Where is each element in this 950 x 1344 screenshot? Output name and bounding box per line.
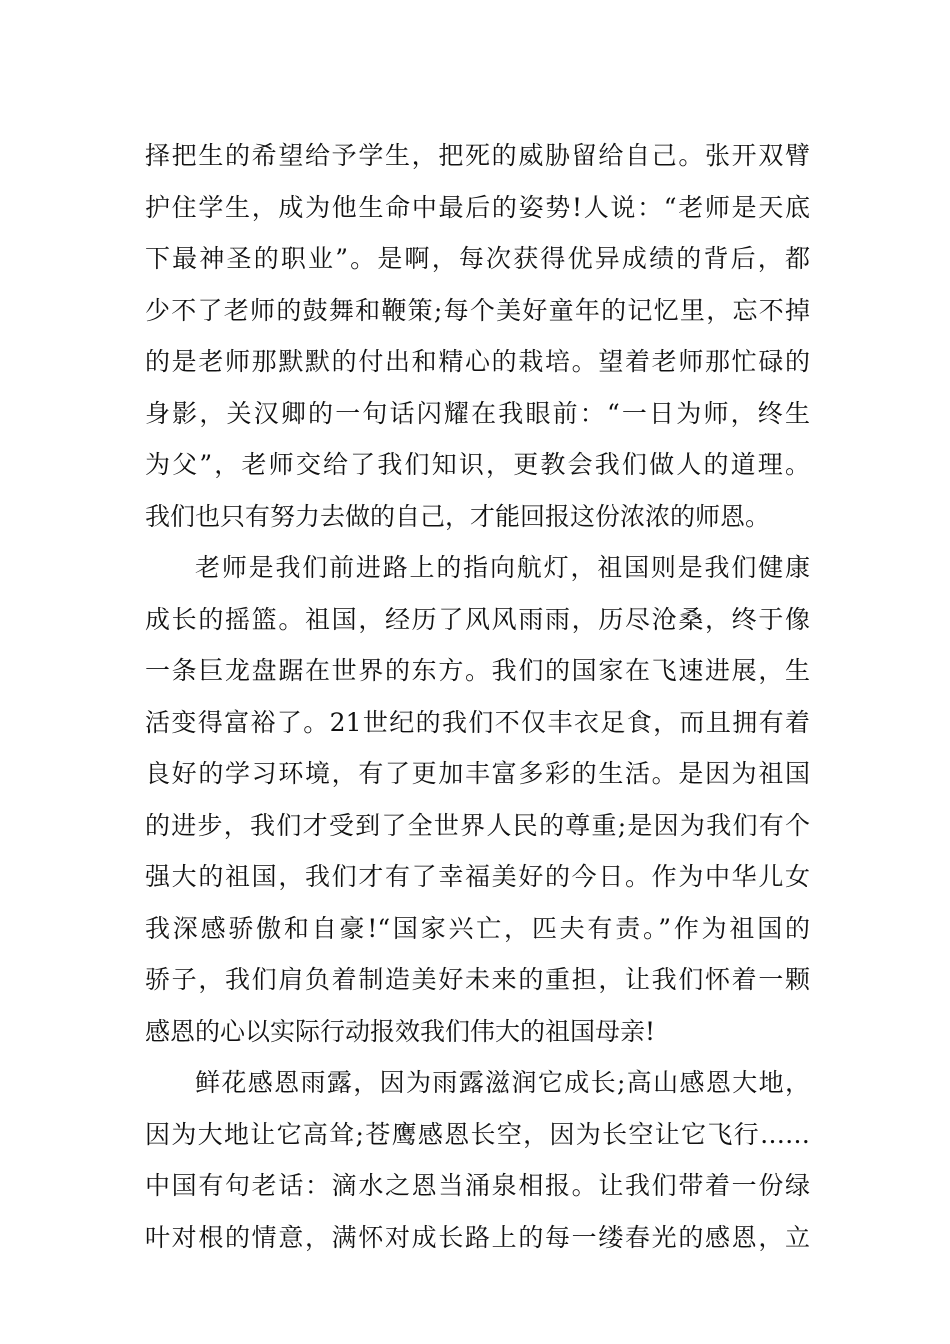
body-text bbox=[145, 130, 810, 1263]
text-line: 的进步，我们才受到了全世界人民的尊重;是因为我们有个 bbox=[145, 810, 810, 840]
text-line: 骄子，我们肩负着制造美好未来的重担，让我们怀着一颗 bbox=[145, 965, 810, 994]
text-line: 我们也只有努力去做的自己，才能回报这份浓浓的师恩。 bbox=[145, 501, 771, 531]
text-line: 老师是我们前进路上的指向航灯，祖国则是我们健康 bbox=[195, 553, 810, 582]
text-line: 择把生的希望给予学生，把死的威胁留给自己。张开双臂 bbox=[145, 141, 810, 170]
text-line: 一条巨龙盘踞在世界的东方。我们的国家在飞速进展，生 bbox=[145, 656, 810, 685]
text-line: 因为大地让它高耸;苍鹰感恩长空，因为长空让它飞行…… bbox=[145, 1119, 810, 1149]
text-line: 良好的学习环境，有了更加丰富多彩的生活。是因为祖国 bbox=[145, 759, 810, 788]
text-line: 中国有句老话：滴水之恩当涌泉相报。让我们带着一份绿 bbox=[145, 1171, 810, 1200]
text-line: 为父”，老师交给了我们知识，更教会我们做人的道理。 bbox=[145, 450, 810, 479]
text-line: 鲜花感恩雨露，因为雨露滋润它成长;高山感恩大地， bbox=[195, 1068, 810, 1097]
text-line: 成长的摇篮。祖国，经历了风风雨雨，历尽沧桑，终于像 bbox=[145, 604, 810, 634]
text-line: 强大的祖国，我们才有了幸福美好的今日。作为中华儿女 bbox=[145, 862, 810, 891]
text-line: 感恩的心以实际行动报效我们伟大的祖国母亲! bbox=[145, 1016, 656, 1046]
text-line: 身影，关汉卿的一句话闪耀在我眼前：“一日为师，终生 bbox=[145, 398, 810, 428]
text-line: 我深感骄傲和自豪!“国家兴亡，匹夫有责。”作为祖国的 bbox=[145, 913, 810, 943]
text-line: 叶对根的情意，满怀对成长路上的每一缕春光的感恩，立 bbox=[145, 1222, 810, 1252]
text-line: 的是老师那默默的付出和精心的栽培。望着老师那忙碌的 bbox=[145, 347, 810, 376]
text-line: 活变得富裕了。21世纪的我们不仅丰衣足食，而且拥有着 bbox=[145, 707, 810, 737]
text-line: 护住学生，成为他生命中最后的姿势!人说：“老师是天底 bbox=[145, 192, 810, 222]
text-line: 下最神圣的职业”。是啊，每次获得优异成绩的背后，都 bbox=[145, 244, 810, 273]
text-line: 少不了老师的鼓舞和鞭策;每个美好童年的记忆里，忘不掉 bbox=[145, 295, 810, 325]
